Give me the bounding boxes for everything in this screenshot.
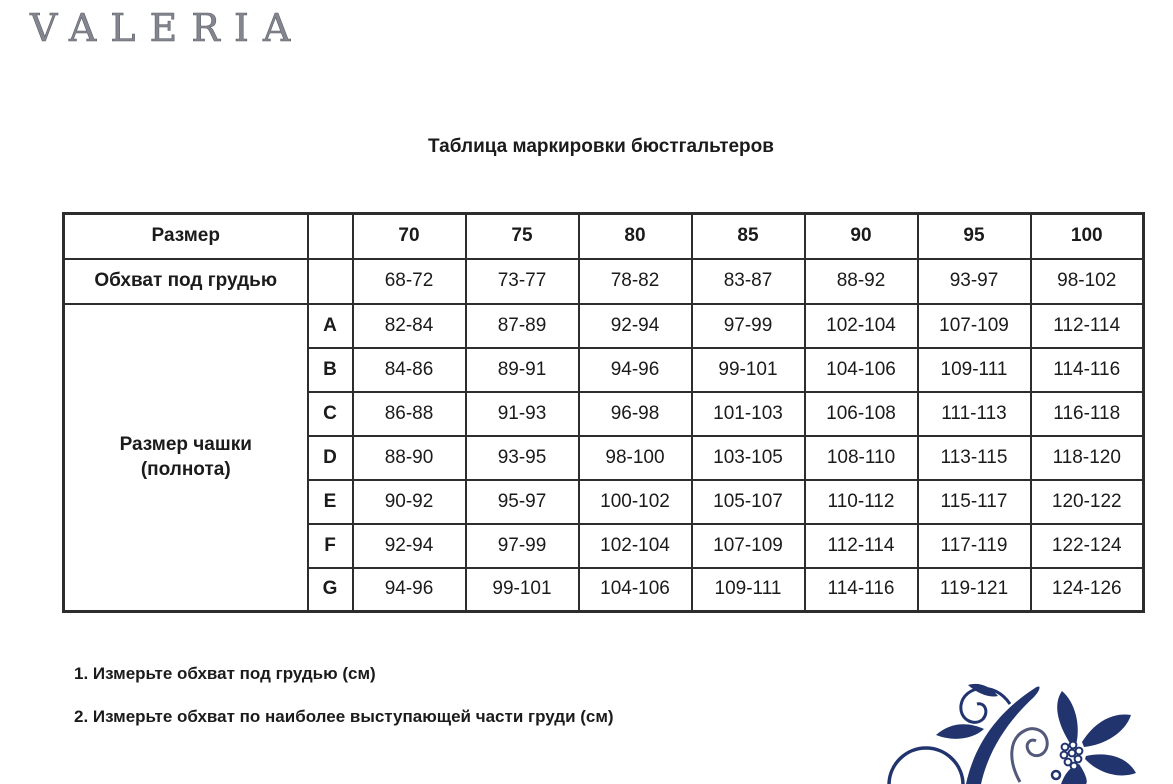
cup-size-label-line2: (полнота) — [140, 459, 231, 481]
cup-letter: B — [308, 348, 353, 392]
page-title: Таблица маркировки бюстгальтеров — [428, 136, 774, 157]
cup-cell: 110-112 — [805, 480, 918, 524]
cup-cell: 97-99 — [692, 304, 805, 348]
size-col-header: 70 — [353, 214, 466, 259]
underbust-cell: 78-82 — [579, 259, 692, 304]
cup-row — [64, 304, 1144, 348]
cup-cell: 112-114 — [1031, 304, 1144, 348]
cup-cell: 116-118 — [1031, 392, 1144, 436]
floral-flourish-decoration — [858, 652, 1173, 784]
underbust-cell: 73-77 — [466, 259, 579, 304]
cup-cell: 82-84 — [353, 304, 466, 348]
cup-cell: 97-99 — [466, 524, 579, 568]
underbust-row-label: Обхват под грудью — [64, 259, 308, 304]
cup-cell: 112-114 — [805, 524, 918, 568]
measuring-instructions — [74, 664, 614, 750]
cup-cell: 107-109 — [692, 524, 805, 568]
cup-cell: 94-96 — [353, 568, 466, 612]
cup-cell: 106-108 — [805, 392, 918, 436]
cup-size-label-line1: Размер чашки — [119, 433, 252, 455]
cup-cell: 103-105 — [692, 436, 805, 480]
cup-cell: 109-111 — [918, 348, 1031, 392]
cup-cell: 113-115 — [918, 436, 1031, 480]
cup-letter: F — [308, 524, 353, 568]
cup-cell: 102-104 — [579, 524, 692, 568]
cup-cell: 92-94 — [579, 304, 692, 348]
bra-size-table — [62, 212, 1145, 613]
empty-cell — [308, 214, 353, 259]
size-row-label: Размер — [64, 214, 308, 259]
cup-letter: A — [308, 304, 353, 348]
cup-letter: C — [308, 392, 353, 436]
cup-cell: 100-102 — [579, 480, 692, 524]
underbust-cell: 83-87 — [692, 259, 805, 304]
cup-cell: 111-113 — [918, 392, 1031, 436]
size-col-header: 100 — [1031, 214, 1144, 259]
cup-cell: 115-117 — [918, 480, 1031, 524]
size-col-header: 80 — [579, 214, 692, 259]
cup-cell: 89-91 — [466, 348, 579, 392]
cup-size-label — [64, 304, 308, 612]
size-col-header: 95 — [918, 214, 1031, 259]
cup-letter: D — [308, 436, 353, 480]
cup-cell: 92-94 — [353, 524, 466, 568]
cup-cell: 101-103 — [692, 392, 805, 436]
cup-cell: 105-107 — [692, 480, 805, 524]
cup-cell: 90-92 — [353, 480, 466, 524]
cup-cell: 108-110 — [805, 436, 918, 480]
instruction-step-2: 2. Измерьте обхват по наиболее выступающей части груди (см) — [74, 707, 614, 726]
cup-cell: 104-106 — [805, 348, 918, 392]
cup-letter: G — [308, 568, 353, 612]
cup-cell: 99-101 — [692, 348, 805, 392]
underbust-cell: 88-92 — [805, 259, 918, 304]
cup-cell: 118-120 — [1031, 436, 1144, 480]
underbust-cell: 98-102 — [1031, 259, 1144, 304]
cup-cell: 91-93 — [466, 392, 579, 436]
cup-cell: 94-96 — [579, 348, 692, 392]
underbust-row — [64, 259, 1144, 304]
cup-cell: 84-86 — [353, 348, 466, 392]
size-col-header: 90 — [805, 214, 918, 259]
underbust-cell: 93-97 — [918, 259, 1031, 304]
cup-cell: 88-90 — [353, 436, 466, 480]
cup-cell: 120-122 — [1031, 480, 1144, 524]
cup-cell: 114-116 — [1031, 348, 1144, 392]
cup-cell: 87-89 — [466, 304, 579, 348]
cup-cell: 98-100 — [579, 436, 692, 480]
cup-cell: 102-104 — [805, 304, 918, 348]
cup-letter: E — [308, 480, 353, 524]
size-header-row — [64, 214, 1144, 259]
cup-cell: 124-126 — [1031, 568, 1144, 612]
instruction-step-1: 1. Измерьте обхват под грудью (см) — [74, 664, 376, 683]
brand-logo: VALERIA — [30, 6, 305, 50]
cup-cell: 114-116 — [805, 568, 918, 612]
cup-cell: 109-111 — [692, 568, 805, 612]
cup-cell: 93-95 — [466, 436, 579, 480]
cup-cell: 86-88 — [353, 392, 466, 436]
underbust-cell: 68-72 — [353, 259, 466, 304]
cup-cell: 95-97 — [466, 480, 579, 524]
size-col-header: 85 — [692, 214, 805, 259]
empty-cell — [308, 259, 353, 304]
cup-cell: 117-119 — [918, 524, 1031, 568]
cup-cell: 107-109 — [918, 304, 1031, 348]
cup-cell: 96-98 — [579, 392, 692, 436]
cup-cell: 104-106 — [579, 568, 692, 612]
cup-cell: 122-124 — [1031, 524, 1144, 568]
cup-cell: 119-121 — [918, 568, 1031, 612]
cup-cell: 99-101 — [466, 568, 579, 612]
size-col-header: 75 — [466, 214, 579, 259]
